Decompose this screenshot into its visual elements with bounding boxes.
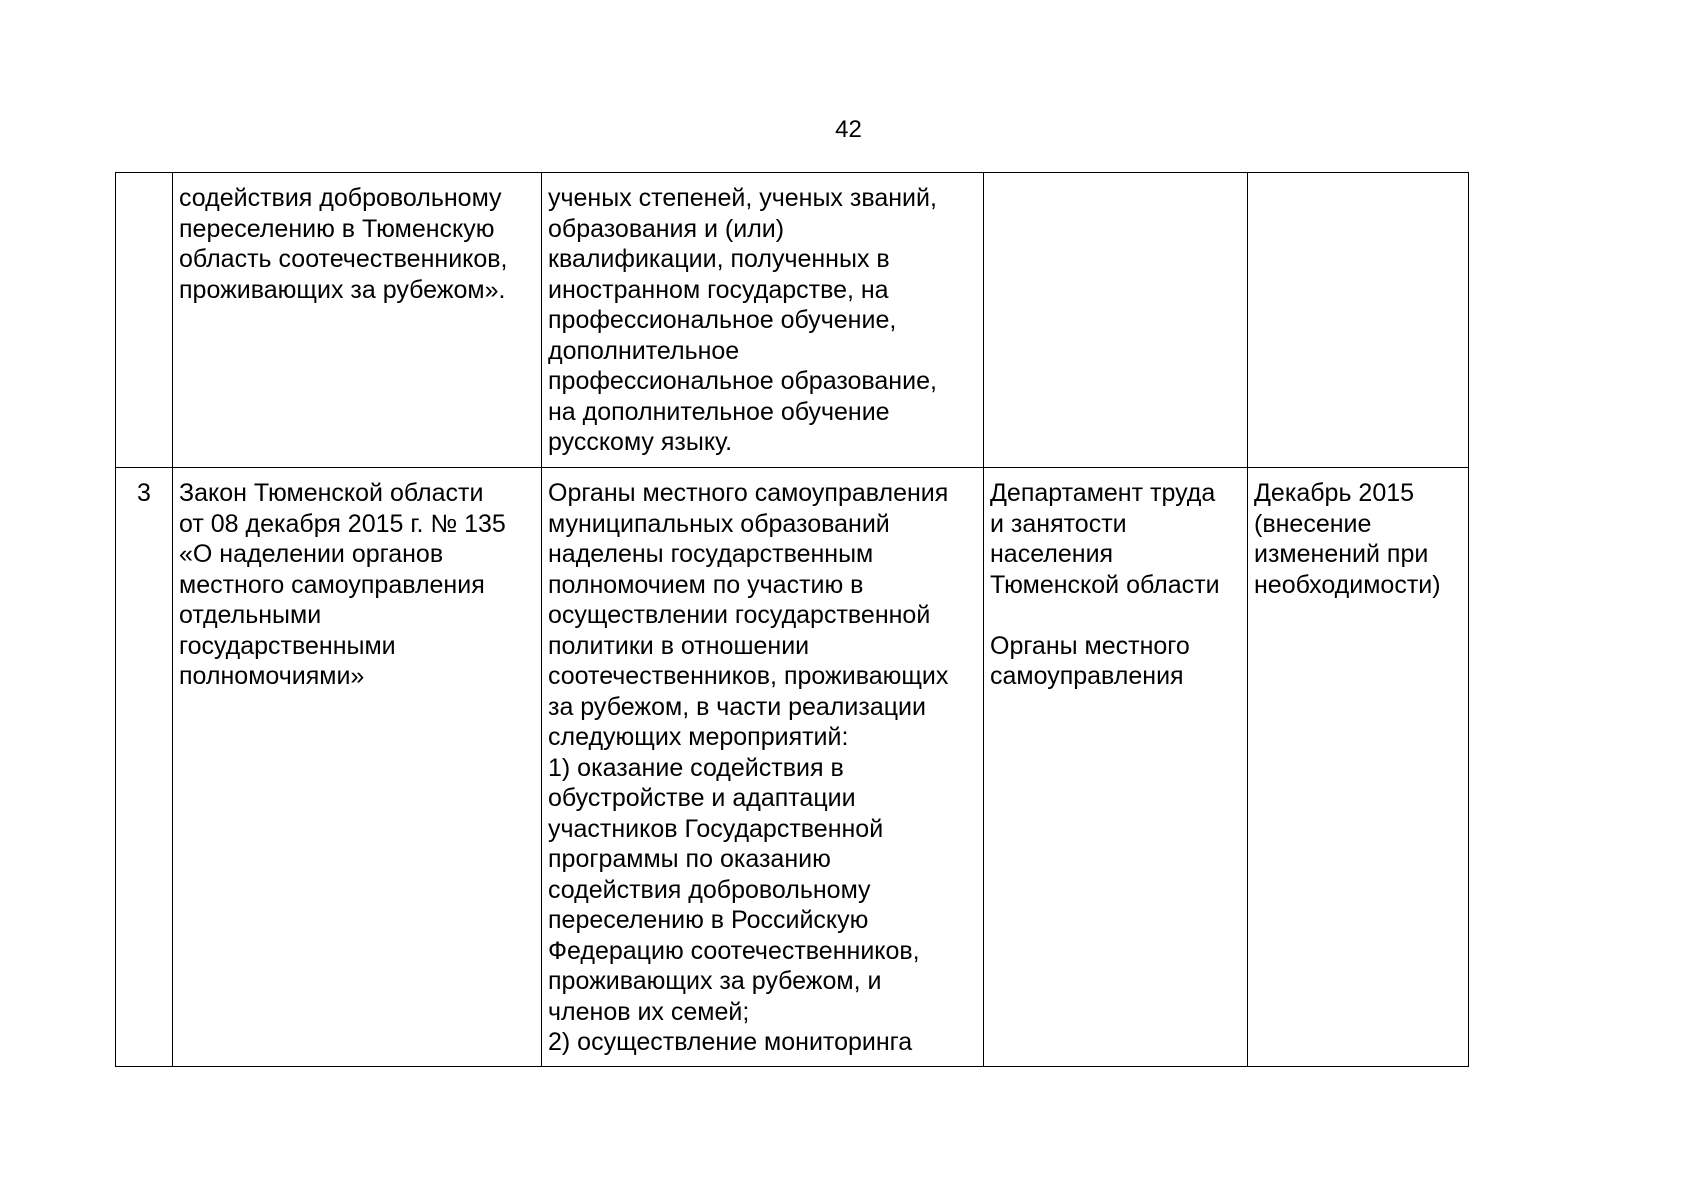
document-name-cell: Закон Тюменской области от 08 декабря 2015 г. № 135 «О наделении органов местного самоуправления отдельными государственными полномочиями» [173,468,542,1067]
table-row [116,468,1469,1067]
row-number-cell: 3 [116,468,173,1067]
content-cell: Органы местного самоуправления муниципальных образований наделены государственным полномочием по участию в осуществлении государственной политики в отношении соотечественников, проживающих за рубежом, в части реализации следующих мероприятий: 1) оказание содействия в обустройстве и адаптации участников Государственной программы по оказанию содействия добровольному переселению в Российскую Федерацию соотечественников, проживающих за рубежом, и членов их семей; 2) осуществление мониторинга [542,468,984,1067]
responsible-cell: Департамент труда и занятости населения Тюменской области Органы местного самоуправления [984,468,1248,1067]
content-cell: ученых степеней, ученых званий, образования и (или) квалификации, полученных в иностранном государстве, на профессиональное обучение, дополнительное профессиональное образование, на дополнительное обучение русскому языку. [542,173,984,468]
deadline-cell: Декабрь 2015 (внесение изменений при необходимости) [1248,468,1469,1067]
row-number-cell [116,173,173,468]
responsible-cell [984,173,1248,468]
deadline-cell [1248,173,1469,468]
document-table [115,172,1469,1067]
document-name-cell: содействия добровольному переселению в Тюменскую область соотечественников, проживающих за рубежом». [173,173,542,468]
page-number: 42 [835,116,862,143]
table-row [116,173,1469,468]
